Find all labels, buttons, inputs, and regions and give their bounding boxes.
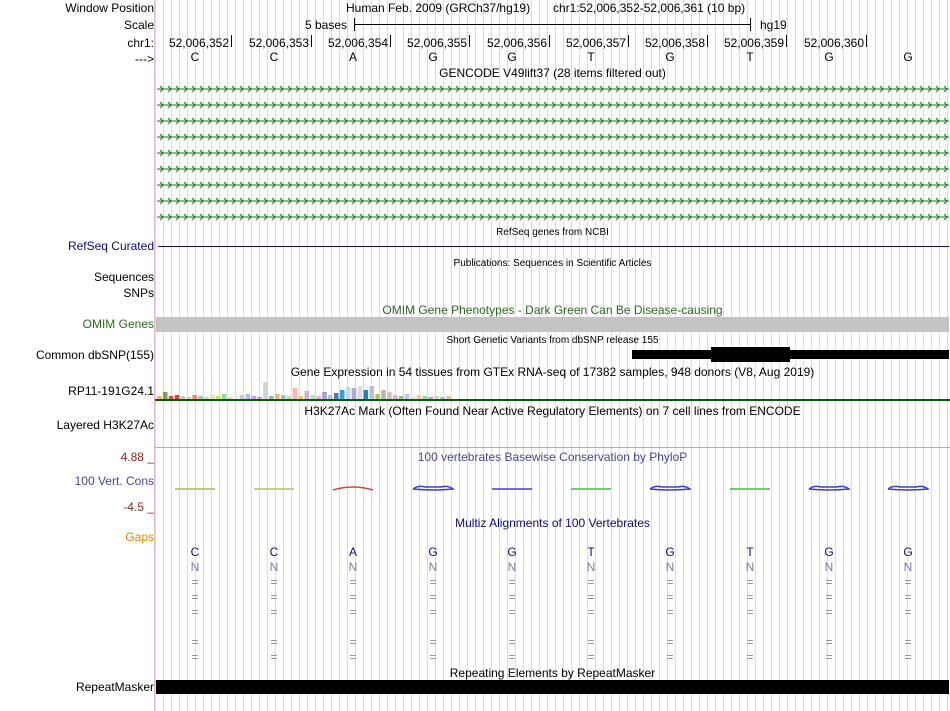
gtex-tissue-bar: [240, 395, 245, 399]
alignment-base: =: [904, 650, 912, 664]
alignment-base: =: [191, 575, 199, 589]
gtex-tissue-bar: [228, 397, 233, 399]
phylop-track-title: 100 vertebrates Basewise Conservation by PhyloP: [417, 450, 688, 464]
alignment-base: =: [429, 575, 437, 589]
alignment-base: =: [429, 590, 437, 604]
gtex-tissue-bar: [346, 387, 351, 399]
gtex-tissue-bar: [405, 394, 410, 399]
gtex-bar-chart[interactable]: [155, 378, 950, 402]
omim-track-label[interactable]: OMIM Genes: [82, 317, 154, 331]
gaps-label: Gaps: [125, 530, 154, 544]
scale-label: Scale: [123, 18, 154, 32]
repeatmasker-track-title: Repeating Elements by RepeatMasker: [449, 666, 656, 680]
alignment-base: =: [349, 605, 357, 619]
phylop-min-label: -4.5 _: [123, 500, 154, 514]
alignment-base: =: [825, 590, 833, 604]
alignment-base: =: [349, 635, 357, 649]
gtex-tissue-bar: [275, 394, 280, 399]
ruler-tick-label: 52,006,358: [644, 36, 705, 50]
alignment-base: =: [508, 650, 516, 664]
gtex-tissue-bar: [281, 395, 286, 399]
multiz-track-title: Multiz Alignments of 100 Vertebrates: [455, 516, 650, 530]
gtex-tissue-bar: [428, 397, 433, 399]
alignment-base: =: [904, 575, 912, 589]
alignment-base: N: [665, 560, 675, 574]
assembly-title: Human Feb. 2009 (GRCh37/hg19): [346, 1, 531, 15]
base-letter: G: [903, 50, 913, 64]
gtex-tissue-bar: [204, 397, 209, 399]
alignment-base: =: [746, 575, 754, 589]
ruler-tick-mark: [469, 35, 470, 47]
ruler-tick-mark: [786, 35, 787, 47]
dbsnp-variant-thick[interactable]: [711, 347, 790, 362]
alignment-base: =: [508, 575, 516, 589]
gtex-tissue-bar: [198, 396, 203, 399]
alignment-base: =: [825, 650, 833, 664]
ruler-tick-mark: [866, 35, 867, 47]
ruler-tick-mark: [628, 35, 629, 47]
alignment-base: =: [191, 590, 199, 604]
alignment-base: =: [904, 635, 912, 649]
gtex-gene-label[interactable]: RP11-191G24.1: [68, 384, 154, 398]
alignment-base: =: [825, 605, 833, 619]
base-letter: A: [348, 50, 357, 64]
gencode-gene-line[interactable]: [157, 84, 949, 94]
repeatmasker-feature-bar[interactable]: [156, 680, 949, 694]
phylop-track-label[interactable]: 100 Vert. Cons: [74, 474, 154, 488]
chrom-label: chr1:: [127, 36, 154, 50]
gtex-tissue-bar: [369, 386, 374, 399]
base-letter: T: [746, 50, 754, 64]
alignment-base: =: [508, 605, 516, 619]
alignment-base: =: [508, 635, 516, 649]
alignment-base: =: [270, 590, 278, 604]
ruler-tick-mark: [707, 35, 708, 47]
gtex-tissue-bar: [287, 396, 292, 399]
alignment-base: =: [349, 590, 357, 604]
base-letter: C: [190, 50, 200, 64]
gtex-tissue-bar: [364, 390, 369, 399]
gtex-baseline: [155, 399, 950, 401]
gtex-tissue-bar: [175, 395, 180, 399]
h3k27ac-track-title: H3K27Ac Mark (Often Found Near Active Regulatory Elements) on 7 cell lines from ENCODE: [304, 404, 801, 418]
ruler-tick-mark: [311, 35, 312, 47]
gtex-tissue-bar: [423, 396, 428, 399]
alignment-base: G: [507, 545, 517, 559]
alignment-base: A: [348, 545, 357, 559]
gtex-tissue-bar: [446, 396, 451, 399]
alignment-base: N: [903, 560, 913, 574]
alignment-base: =: [825, 635, 833, 649]
alignment-base: =: [666, 635, 674, 649]
omim-feature-bar[interactable]: [156, 317, 949, 332]
gtex-tissue-bar: [157, 396, 162, 399]
ruler-tick-label: 52,006,360: [803, 36, 864, 50]
base-letter: G: [428, 50, 438, 64]
gtex-tissue-bar: [399, 396, 404, 399]
gtex-tissue-bar: [222, 394, 227, 399]
position-text: chr1:52,006,352-52,006,361 (10 bp): [553, 1, 746, 15]
alignment-base: G: [903, 545, 913, 559]
repeatmasker-track-label[interactable]: RepeatMasker: [75, 680, 154, 694]
grid-line: [155, 0, 156, 711]
alignment-base: =: [191, 635, 199, 649]
scale-bar: [354, 24, 751, 25]
h3k27ac-track-label[interactable]: Layered H3K27Ac: [56, 418, 154, 432]
base-letter: G: [665, 50, 675, 64]
ruler-tick-label: 52,006,357: [565, 36, 626, 50]
phylop-max-label: 4.88 _: [120, 450, 154, 464]
alignment-base: N: [745, 560, 755, 574]
phylop-score-mark: [888, 486, 928, 490]
alignment-base: =: [746, 605, 754, 619]
gtex-tissue-bar: [251, 396, 256, 399]
gencode-track-title: GENCODE V49lift37 (28 items filtered out): [439, 66, 666, 80]
gtex-tissue-bar: [246, 394, 251, 399]
alignment-base: N: [190, 560, 200, 574]
phylop-score-mark: [650, 486, 690, 490]
alignment-base: C: [269, 545, 279, 559]
refseq-gene-line[interactable]: [158, 246, 949, 247]
alignment-base: T: [587, 545, 595, 559]
gtex-tissue-bar: [322, 392, 327, 399]
alignment-base: =: [666, 605, 674, 619]
window-position-label: Window Position: [65, 1, 154, 15]
gencode-gene-line[interactable]: [157, 164, 949, 174]
sequences-label[interactable]: Sequences: [93, 270, 154, 284]
alignment-base: T: [746, 545, 754, 559]
dbsnp-track-label[interactable]: Common dbSNP(155): [35, 348, 154, 362]
alignment-base: =: [904, 605, 912, 619]
alignment-base: =: [587, 605, 595, 619]
refseq-track-label[interactable]: RefSeq Curated: [67, 239, 154, 253]
gtex-tissue-bar: [263, 382, 268, 399]
alignment-base: =: [587, 575, 595, 589]
gtex-tissue-bar: [316, 396, 321, 399]
alignment-base: =: [825, 575, 833, 589]
alignment-base: N: [586, 560, 596, 574]
alignment-base: =: [270, 650, 278, 664]
gtex-tissue-bar: [340, 390, 345, 399]
gtex-tissue-bar: [293, 388, 298, 399]
base-letter: C: [269, 50, 279, 64]
alignment-base: =: [746, 590, 754, 604]
gtex-tissue-bar: [210, 395, 215, 399]
ruler-tick-label: 52,006,356: [486, 36, 547, 50]
strand-label: --->: [135, 52, 154, 66]
alignment-base: =: [349, 575, 357, 589]
gtex-tissue-bar: [299, 396, 304, 399]
gtex-tissue-bar: [352, 388, 357, 399]
scale-bar-left-end: [354, 18, 355, 31]
ruler-tick-label: 52,006,352: [168, 36, 229, 50]
scale-bar-right-end: [750, 18, 751, 31]
omim-track-title: OMIM Gene Phenotypes - Dark Green Can Be Disease-causing: [382, 303, 723, 317]
alignment-base: =: [270, 575, 278, 589]
gencode-gene-line[interactable]: [157, 180, 949, 190]
gtex-tissue-bar: [375, 394, 380, 399]
base-letter: T: [587, 50, 595, 64]
gtex-tissue-bar: [417, 395, 422, 399]
alignment-base: =: [429, 650, 437, 664]
gtex-tissue-bar: [434, 396, 439, 399]
gencode-gene-line[interactable]: [157, 196, 949, 206]
gencode-gene-line[interactable]: [157, 116, 949, 126]
alignment-base: =: [746, 635, 754, 649]
alignment-base: =: [191, 650, 199, 664]
alignment-base: G: [824, 545, 834, 559]
gtex-tissue-bar: [393, 395, 398, 399]
gencode-gene-line[interactable]: [157, 100, 949, 110]
alignment-base: =: [746, 650, 754, 664]
gtex-tissue-bar: [181, 396, 186, 399]
alignment-base: =: [587, 650, 595, 664]
base-letter: G: [824, 50, 834, 64]
alignment-base: =: [666, 650, 674, 664]
dbsnp-variant-bar[interactable]: [632, 350, 949, 359]
refseq-track-title: RefSeq genes from NCBI: [496, 227, 609, 238]
ruler-tick-label: 52,006,355: [406, 36, 467, 50]
gencode-gene-line[interactable]: [157, 212, 949, 222]
label-separator: [154, 0, 155, 711]
gtex-tissue-bar: [257, 397, 262, 399]
alignment-base: =: [429, 635, 437, 649]
scale-text: 5 bases: [305, 18, 348, 32]
phylop-score-mark: [809, 486, 849, 490]
alignment-base: N: [348, 560, 358, 574]
gtex-tissue-bar: [358, 386, 363, 399]
gtex-tissue-bar: [192, 395, 197, 399]
gtex-track-title: Gene Expression in 54 tissues from GTEx RNA-seq of 17382 samples, 948 donors (V8, Aug 2019): [290, 365, 815, 379]
alignment-base: =: [666, 575, 674, 589]
alignment-base: =: [904, 590, 912, 604]
gtex-tissue-bar: [187, 397, 192, 399]
alignment-base: C: [190, 545, 200, 559]
phylop-wiggle[interactable]: [155, 480, 950, 496]
phylop-score-mark: [413, 486, 453, 490]
alignment-base: N: [428, 560, 438, 574]
gtex-tissue-bar: [310, 395, 315, 399]
alignment-base: =: [191, 605, 199, 619]
gtex-tissue-bar: [334, 393, 339, 399]
alignment-base: =: [429, 605, 437, 619]
gtex-tissue-bar: [381, 390, 386, 399]
scale-db: hg19: [760, 18, 787, 32]
alignment-base: N: [824, 560, 834, 574]
alignment-base: =: [508, 590, 516, 604]
alignment-base: =: [666, 590, 674, 604]
gtex-tissue-bar: [305, 391, 310, 399]
alignment-base: G: [428, 545, 438, 559]
gtex-tissue-bar: [387, 392, 392, 399]
pubs-track-title: Publications: Sequences in Scientific Articles: [453, 258, 652, 269]
dbsnp-track-title: Short Genetic Variants from dbSNP release 155: [446, 335, 659, 346]
gtex-tissue-bar: [163, 392, 168, 399]
gtex-tissue-bar: [411, 397, 416, 399]
ruler-tick-label: 52,006,354: [327, 36, 388, 50]
alignment-base: =: [270, 605, 278, 619]
gtex-tissue-bar: [328, 395, 333, 399]
phylop-score-mark: [333, 487, 373, 490]
gtex-tissue-bar: [269, 396, 274, 399]
base-letter: G: [507, 50, 517, 64]
alignment-base: N: [507, 560, 517, 574]
snps-label[interactable]: SNPs: [123, 286, 154, 300]
ruler-tick-label: 52,006,359: [723, 36, 784, 50]
ruler-tick-mark: [390, 35, 391, 47]
ruler-tick-mark: [549, 35, 550, 47]
h3k27ac-divider: [155, 447, 950, 448]
alignment-base: N: [269, 560, 279, 574]
gtex-tissue-bar: [440, 397, 445, 399]
gencode-gene-line[interactable]: [157, 148, 949, 158]
gtex-tissue-bar: [216, 396, 221, 399]
alignment-base: G: [665, 545, 675, 559]
ruler-tick-label: 52,006,353: [248, 36, 309, 50]
alignment-base: =: [587, 635, 595, 649]
alignment-base: =: [587, 590, 595, 604]
alignment-base: =: [270, 635, 278, 649]
alignment-base: =: [349, 650, 357, 664]
gencode-gene-line[interactable]: [157, 132, 949, 142]
gtex-tissue-bar: [169, 396, 174, 399]
gtex-tissue-bar: [234, 396, 239, 399]
ruler-tick-mark: [231, 35, 232, 47]
